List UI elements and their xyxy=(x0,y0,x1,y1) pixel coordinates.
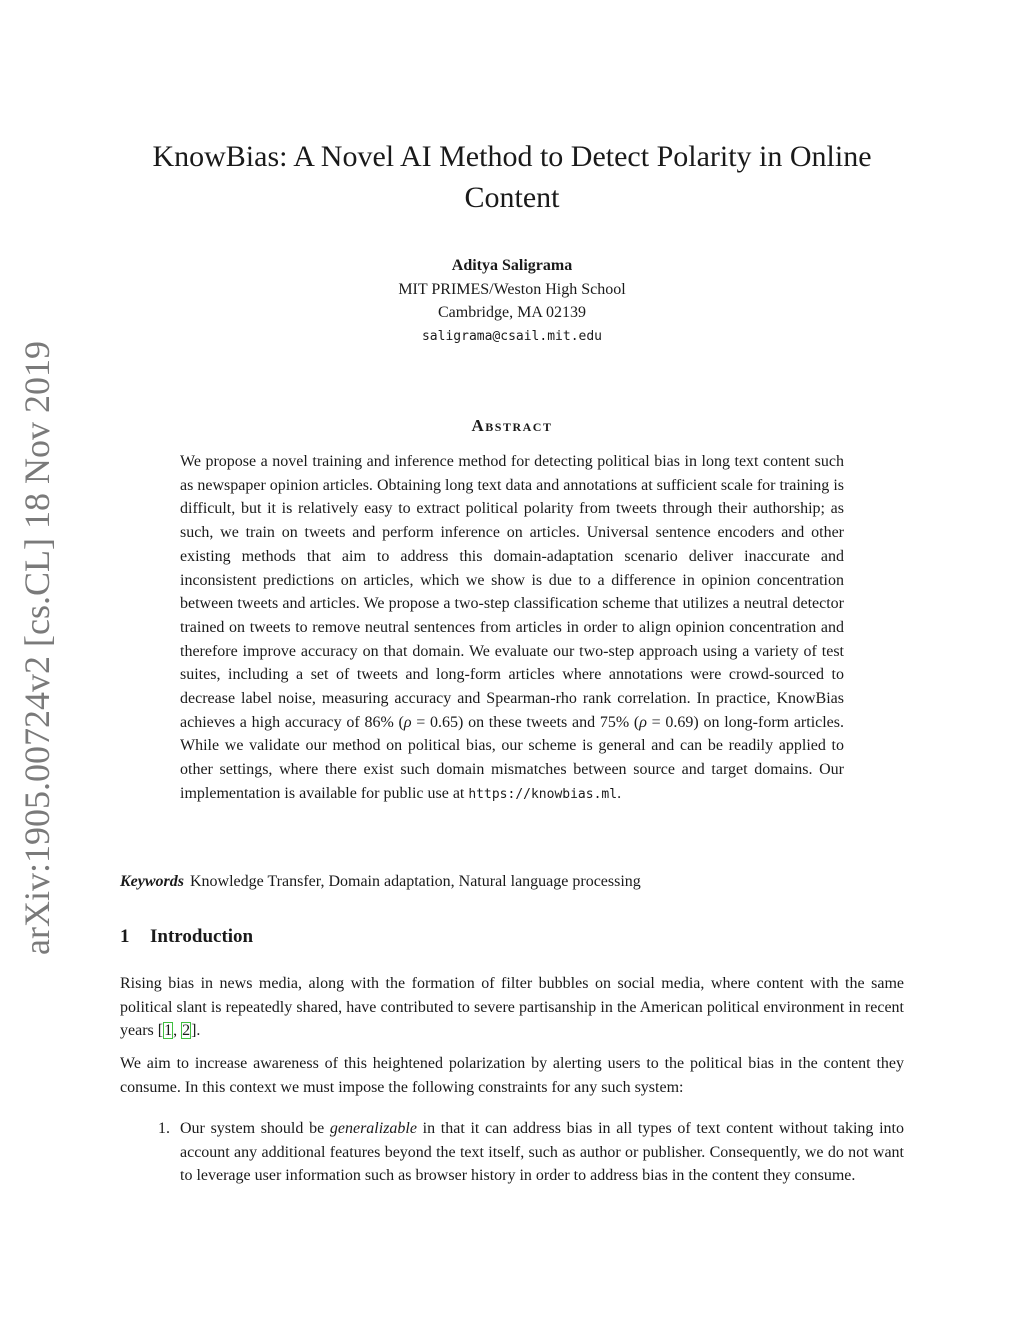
section-number: 1 xyxy=(120,926,130,947)
keywords-text: Knowledge Transfer, Domain adaptation, Natural language processing xyxy=(190,873,641,890)
arxiv-identifier: arXiv:1905.00724v2 [cs.CL] 18 Nov 2019 xyxy=(17,340,57,955)
list-text: Our system should be xyxy=(180,1120,330,1137)
intro-text-end: ]. xyxy=(191,1022,201,1040)
intro-paragraph-2: We aim to increase awareness of this heightened polarization by alerting users to the political bias in the content they consume. In this context we must impose the following constraints for any such system: xyxy=(120,1055,904,1096)
paper-title: KnowBias: A Novel AI Method to Detect Polarity in Online Content xyxy=(152,140,872,214)
abstract-body xyxy=(180,450,844,807)
keywords-line xyxy=(120,873,904,891)
citation-link-1[interactable]: 1 xyxy=(164,1022,173,1040)
citation-separator: , xyxy=(173,1022,182,1040)
author-location: Cambridge, MA 02139 xyxy=(438,304,586,321)
implementation-url-link[interactable]: https://knowbias.ml xyxy=(468,786,618,802)
author-name: Aditya Saligrama xyxy=(451,257,573,274)
arxiv-side-stamp xyxy=(15,340,59,955)
citation-link-2[interactable]: 2 xyxy=(182,1022,191,1040)
rho-symbol: ρ xyxy=(639,713,647,731)
author-affiliation: MIT PRIMES/Weston High School xyxy=(398,280,626,298)
abstract-heading: Abstract xyxy=(471,416,553,435)
abstract-text-part1: We propose a novel training and inference method for detecting political bias in long text content such as newspaper opinion articles. Obtaining long text data and annotations at sufficient scale for training is difficult, but it is relatively easy to extract political polarity from tweets through their authorship; as such, we train on tweets and perform inference on articles. Universal sentence encoders and other existing methods that aim to address this domain-adaptation scenario deliver inaccurate and inconsistent predictions on articles, which we show is due to a difference in opinion concentration between tweets and articles. We propose a two-step classification scheme that utilizes a neutral detector trained on tweets to remove neutral sentences from articles in order to align opinion concentration and therefore improve accuracy on that domain. We evaluate our two-step approach using a variety of test suites, including a set of tweets and long-form articles where annotations were crowd-sourced to decrease label noise, measuring accuracy and Spearman-rho rank correlation. In practice, KnowBias achieves a high accuracy of 86% ( xyxy=(180,453,844,731)
keywords-label: Keywords xyxy=(120,873,184,890)
list-text-rest: in that it can address bias in all types of text content without taking into account any additional features beyond the text itself, such as author or publisher. Consequently, we do not want to leverage user information such as browser history in order to address bias in the content they consume. xyxy=(180,1120,905,1185)
list-italic-term: generalizable xyxy=(329,1120,417,1137)
abstract-period: . xyxy=(617,784,622,802)
abstract-text-part2: = 0.65) on these tweets and 75% ( xyxy=(411,713,640,731)
abstract-text-part3: = 0.69) on long-form articles. While we validate our method on political bias, our scheme is general and can be readily applied to other settings, where there exist such domain mismatches between source and target domains. Our implementation is available for public use at xyxy=(180,713,845,802)
intro-text: Rising bias in news media, along with the formation of filter bubbles on social media, where content with the same political slant is repeatedly shared, have contributed to severe partisanship in the American political environment in recent years [ xyxy=(120,975,904,1040)
author-email[interactable]: saligrama@csail.mit.edu xyxy=(421,328,602,344)
intro-paragraph-1 xyxy=(120,972,904,1043)
list-number: 1. xyxy=(158,1120,170,1137)
section-heading-introduction xyxy=(120,926,253,948)
section-title: Introduction xyxy=(150,926,254,947)
rho-symbol: ρ xyxy=(403,713,412,731)
author-block xyxy=(200,254,824,348)
constraint-list-item-1 xyxy=(158,1117,905,1188)
